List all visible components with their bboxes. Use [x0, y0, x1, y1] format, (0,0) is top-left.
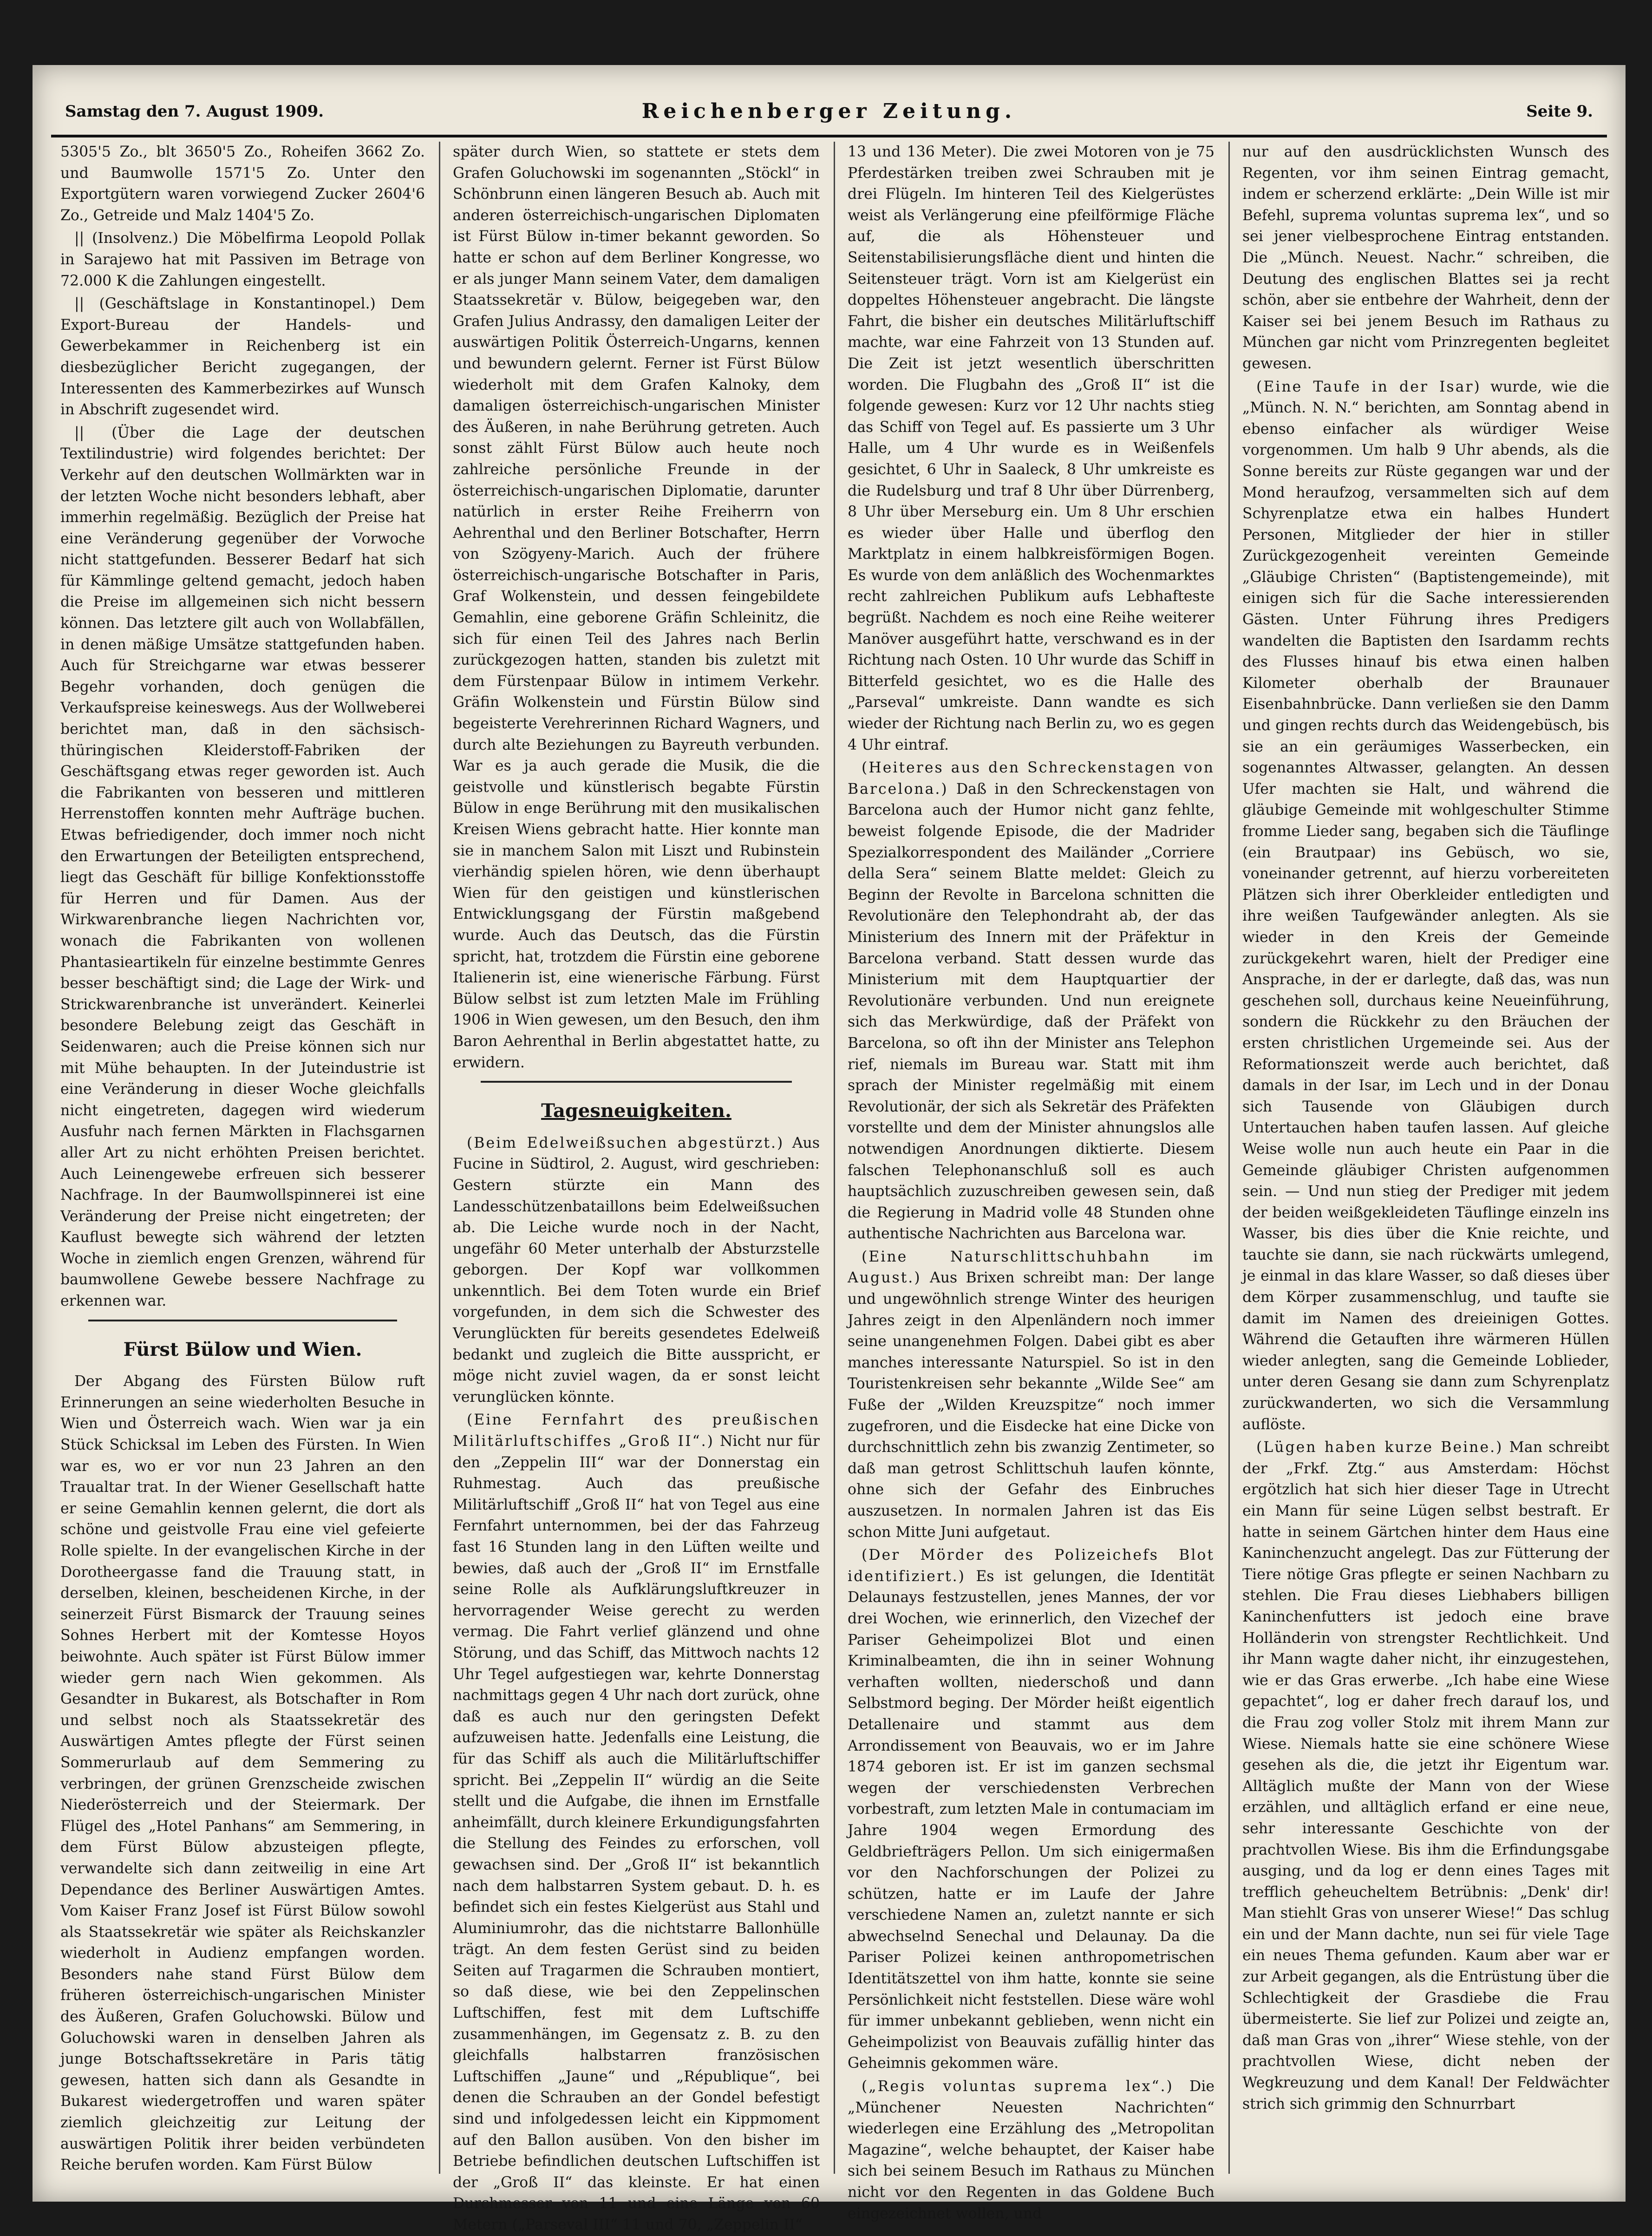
item-lead: (Beim Edelweißsuchen abgestürzt.): [467, 1134, 784, 1151]
item-body: Aus Brixen schreibt man: Der lange und ungewöhnlich strenge Winter des heurigen Jahres zeigt in den Alpenländern noch immer seine unangenehmen Folgen. Dabei gibt es aber manches interessante Naturspiel. So ist in den Touristenkreisen sehr bekannte „Wilde See“ am Fuße der „Wilden Kreuzspitze“ noch immer zugefroren, und die Eisdecke hat eine Dicke von durchschnittlich zehn bis zwanzig Zentimeter, so daß man getrost Schlittschuh laufen könnte, ohne sich der Gefahr des Einbruches auszusetzen. In normalen Jahren ist das Eis schon Mitte Juni aufgetaut.: [848, 1269, 1215, 1541]
paragraph: [848, 2076, 1215, 2224]
paragraph: [848, 1545, 1215, 2074]
section-heading: Fürst Bülow und Wien.: [123, 1338, 362, 1360]
paragraph: 13 und 136 Meter). Die zwei Motoren von je 75 Pferdestärken treiben zwei Schrauben mit je drei Flügeln. Im hinteren Teil des Kielgerüstes weist als Verlängerung eine pfeilförmige Fläche auf, die als Höhensteuer und Seitenstabilisierungsfläche dient und hinten die Seitensteuer trägt. Vorn ist am Kielgerüst ein doppeltes Höhensteuer angebracht. Die längste Fahrt, die bisher ein deutsches Militärluftschiff machte, war eine Fahrzeit von 13 Stunden auf. Die Zeit ist jetzt wesentlich überschritten worden. Die Flugbahn des „Groß II“ ist die folgende gewesen: Kurz vor 12 Uhr nachts stieg das Schiff von Tegel auf. Es passierte um 3 Uhr Halle, um 4 Uhr wurde es in Weißenfels gesichtet, 6 Uhr in Saaleck, 8 Uhr umkreiste es die Rudelsburg und traf 8 Uhr über Dürrenberg, 8 Uhr über Merseburg ein. Um 8 Uhr erschien es wieder über Halle und überflog den Marktplatz in einem halbkreisförmigen Bogen. Es wurde von dem anläßlich des Wochenmarktes recht zahlreichen Publikum aufs Lebhafteste begrüßt. Nachdem es noch eine Reihe weiterer Manöver ausgeführt hatte, verschwand es in der Richtung nach Osten. 10 Uhr wurde das Schiff in Bitterfeld gesichtet, wo es die Halle des „Parseval“ umkreiste. Dann wandte es sich wieder der Richtung nach Berlin zu, wo es gegen 4 Uhr eintraf.: [848, 144, 1215, 753]
item-body: Es ist gelungen, die Identität Delaunays festzustellen, jenes Mannes, der vor drei Wochen, wie erinnerlich, den Vizechef der Pariser Geheimpolizei Blot und einen Kriminalbeamten, die ihn in seiner Wohnung verhaften wollten, niederschoß und dann Selbstmord beging. Der Mörder heißt eigentlich Detallenaire und stammt aus dem Arrondissement von Beauvais, wo er im Jahre 1874 geboren ist. Er ist im ganzen sechsmal wegen der verschiedensten Verbrechen vorbestraft, zum letzten Male in contumaciam im Jahre 1904 wegen Ermordung des Geldbriefträgers Pellon. Um sich einigermaßen vor den Nachforschungen der Polizei zu schützen, hatte er im Laufe der Jahre verschiedene Namen an, zuletzt nannte er sich abwechselnd Senechal und Delaunay. Da die Pariser Polizei keinen anthropometrischen Identitätszettel von ihm hatte, konnte sie seine Persönlichkeit nicht feststellen. Diese wäre wohl für immer unbekannt geblieben, wenn nicht ein Geheimpolizist von Beauvais zufällig hinter das Geheimnis gekommen wäre.: [848, 1568, 1215, 2072]
column-1: [60, 142, 425, 2183]
paragraph: || (Insolvenz.) Die Möbelfirma Leopold Pollak in Sarajewo hat mit Passiven im Betrage von 72.000 K die Zahlungen eingestellt.: [60, 230, 425, 289]
item-body: Daß in den Schreckenstagen von Barcelona auch der Humor nicht ganz fehlte, beweist folgende Episode, die der Madrider Spezialkorrespondent des Mailänder „Corriere della Sera“ seinem Blatte meldet: Gleich zu Beginn der Revolte in Barcelona schnitten die Revolutionäre den Telephondraht ab, der das Ministerium des Innern mit der Präfektur in Barcelona verband. Statt dessen wurde das Ministerium mit dem Hauptquartier der Revolutionäre verbunden. Und nun ereignete sich das Merkwürdige, daß der Präfekt von Barcelona, so oft ihn der Minister ans Telephon rief, niemals im Bureau war. Statt mit ihm sprach der Minister regelmäßig mit einem Revolutionär, der sich als Sekretär des Präfekten vorstellte und dem der Minister ahnungslos alle notwendigen Anordnungen diktierte. Diesem falschen Telephonanschluß soll es auch hauptsächlich zuzuschreiben gewesen sein, daß die Regierung in Madrid volle 48 Stunden ohne authentische Nachrichten aus Barcelona war.: [848, 780, 1215, 1242]
masthead: Reichenberger Zeitung.: [641, 99, 1017, 123]
separator-rule: [481, 1081, 792, 1083]
item-lead: (Eine Naturschlittschuhbahn im August.): [848, 1248, 1215, 1287]
page-number: Seite 9.: [1526, 102, 1593, 121]
header-date: Samstag den 7. August 1909.: [65, 102, 324, 121]
paragraph: [1242, 1437, 1609, 2115]
item-body: Man schreibt der „Frkf. Ztg.“ aus Amsterdam: Höchst ergötzlich hat sich hier dieser Tage in Utrecht ein Mann für seine Lügen selbst bestraft. Er hatte in seinem Gärtchen hinter dem Haus eine Kaninchenzucht angelegt. Das zur Fütterung der Tiere nötige Gras pflegte er seinen Nachbarn zu stehlen. Die Frau dieses Liebhabers billigen Kaninchenfutters ist jedoch eine brave Holländerin von strengster Rechtlichkeit. Und ihr Mann wagte daher nicht, ihr einzugestehen, wie er das Gras erwerbe. „Ich habe eine Wiese gepachtet“, log er daher frech darauf los, und die Frau zog voller Stolz mit ihrem Mann zur Wiese. Niemals hatte sie eine schönere Wiese gesehen als die, die jetzt ihr Eigentum war. Alltäglich mußte der Mann von der Wiese erzählen, und alltäglich erfand er eine neue, sehr interessante Geschichte von der prachtvollen Wiese. Bis ihm die Erfindungsgabe ausging, und da log er denn eines Tages mit trefflich geheucheltem Betrübnis: „Denk' dir! Man stiehlt Gras von unserer Wiese!“ Das schlug ein und der Mann dachte, nun sei für viele Tage ein neues Thema gefunden. Kaum aber war er zur Arbeit gegangen, als die Entrüstung über die Schlechtigkeit der Grasdiebe die Frau übermeisterte. Sie lief zur Polizei und zeigte an, daß man Gras von „ihrer“ Wiese stehle, von der prachtvollen Wiese, dicht neben der Wegkreuzung und dem Kanal! Der Feldwächter strich sich grimmig den Schnurrbart: [1242, 1439, 1609, 2112]
item-lead: („Regis voluntas suprema lex“.): [862, 2078, 1174, 2095]
paragraph: [848, 1247, 1215, 1543]
paragraph: nur auf den ausdrücklichsten Wunsch des Regenten, vor ihm seinen Eintrag gemacht, indem er scherzend erklärte: „Dein Wille ist mir Befehl, suprema voluntas suprema lex“, und so sei jener vielbesprochene Eintrag entstanden. Die „Münch. Neuest. Nachr.“ schreiben, die Deutung des englischen Blattes sei ja recht schön, aber sie entbehre der Wahrheit, denn der Kaiser sei bei jenem Besuch im Rathaus zu München gar nicht vom Prinzregenten begleitet gewesen.: [1242, 144, 1609, 372]
newspaper-page: [33, 65, 1626, 2233]
item-lead: (Eine Fernfahrt des preußischen Militärluftschiffes „Groß II“.): [453, 1412, 820, 1450]
separator-rule: [88, 1320, 397, 1321]
paragraph: || (Geschäftslage in Konstantinopel.) Dem Export-Bureau der Handels- und Gewerbekammer in Reichenberg ist ein diesbezüglicher Bericht zugegangen, der Interessenten des Kammerbezirkes auf Wunsch in Abschrift zugesendet wird.: [60, 295, 425, 418]
paragraph: Der Abgang des Fürsten Bülow ruft Erinnerungen an seine wiederholten Besuche in Wien und Österreich wach. Wien war ja ein Stück Schicksal im Leben des Fürsten. In Wien war es, wo er vor nun 23 Jahren an den Traualtar trat. In der Wiener Gesellschaft hatte er seine Gemahlin kennen gelernt, die dort als schöne und geistvolle Frau eine viel gefeierte Rolle spielte. In der evangelischen Kirche in der Dorotheergasse fand die Trauung statt, in derselben, kleinen, bescheidenen Kirche, in der seinerzeit Fürst Bismarck der Trauung seines Sohnes Herbert mit der Komtesse Hoyos beiwohnte. Auch später ist Fürst Bülow immer wieder gern nach Wien gekommen. Als Gesandter in Bukarest, als Botschafter in Rom und selbst noch als Staatssekretär des Auswärtigen Amtes pflegte der Fürst seinen Sommerurlaub auf dem Semmering zu verbringen, der grünen Grenzscheide zwischen Niederösterreich und der Steiermark. Der Flügel des „Hotel Panhans“ am Semmering, in dem Fürst Bülow abzusteigen pflegte, verwandelte sich dann zeitweilig in eine Art Dependance des Berliner Auswärtigen Amtes. Vom Kaiser Franz Josef ist Fürst Bülow sowohl als Staatssekretär wie später als Reichskanzler wiederholt in Audienz empfangen worden. Besonders nahe stand Fürst Bülow dem früheren österreichisch-ungarischen Minister des Äußeren, Grafen Goluchowski. Bülow und Goluchowski waren in denselben Jahren als junge Botschaftssekretäre in Paris tätig gewesen, hatten sich dann als Gesandte in Bukarest wiedergetroffen und waren später ziemlich gleichzeitig zur Leitung der auswärtigen Politik ihrer beiden verbündeten Reiche berufen worden. Kam Fürst Bülow: [60, 1373, 425, 2174]
paragraph: [1242, 377, 1609, 1436]
page-header: [51, 93, 1607, 137]
item-body: wurde, wie die „Münch. N. N.“ berichten, am Sonntag abend in ebenso einfacher als würdiger Weise vorgenommen. Um halb 9 Uhr abends, als die Sonne bereits zur Rüste gegangen war und der Mond heraufzog, versammelten sich auf dem Schyrenplatze etwa ein halbes Hundert Personen, Mitglieder der hier in stiller Zurückgezogenheit vereinten Gemeinde „Gläubige Christen“ (Baptistengemeinde), mit einigen sich für die Sache interessierenden Gästen. Unter Führung ihres Predigers wandelten die Baptisten den Isardamm rechts des Flusses hinauf bis etwa einen halben Kilometer oberhalb der Braunauer Eisenbahnbrücke. Dann verließen sie den Damm und gingen rechts durch das Weidengebüsch, bis sie an ein geräumiges Wasserbecken, ein sogenanntes Altwasser, gelangten. An dessen Ufer machten sie Halt, und während die gläubige Gemeinde mit wohlgeschulter Stimme fromme Lieder sang, begaben sich die Täuflinge (ein Brautpaar) ins Gebüsch, wo sie, voneinander getrennt, auf hierzu vorbereiteten Plätzen sich ihrer Oberkleider entledigten und ihre weißen Taufgewänder anlegten. Als sie wieder in den Kreis der Gemeinde zurückgekehrt waren, hielt der Prediger eine Ansprache, in der er darlegte, daß das, was nun geschehen soll, durchaus keine Neueinführung, sondern die Rückkehr zu den Bräuchen der ersten christlichen Urgemeinde sei. Aus der Reformationszeit werde auch berichtet, daß damals in der Isar, im Lech und in der Donau sich Tausende von Gläubigen durch Untertauchen haben taufen lassen. Auf gleiche Weise wolle nun auch heute ein Paar in die Gemeinde gläubiger Christen aufgenommen sein. — Und nun stieg der Prediger mit jedem der beiden weißgekleideten Täuflinge einzeln ins Wasser, bis dies über die Knie reichte, und tauchte sie dann, sie nach rückwärts umlegend, je einmal in das klare Wasser, so daß dieses über dem Körper zusammenschlug, und taufte sie damit im Namen des dreieinigen Gottes. Während die Getauften ihre wärmeren Hüllen wieder anlegten, sang die Gemeinde Loblieder, unter deren Gesang sie dann zum Schyrenplatz zurückwanderten, wo sich die Versammlung auflöste.: [1242, 378, 1609, 1433]
section-heading: Tagesneuigkeiten.: [541, 1100, 731, 1122]
paragraph: || (Über die Lage der deutschen Textilindustrie) wird folgendes berichtet: Der Verkehr auf den deutschen Wollmärkten war in der letzten Woche nicht besonders lebhaft, aber immerhin regelmäßig. Bezüglich der Preise hat eine Veränderung gegenüber der Vorwoche nicht stattgefunden. Besserer Bedarf hat sich für Kämmlinge geltend gemacht, jedoch haben die Preise im allgemeinen sich nicht bessern können. Das letztere gilt auch von Wollabfällen, in denen mäßige Umsätze stattgefunden haben. Auch für Streichgarne war etwas besserer Begehr vorhanden, doch genügen die Verkaufspreise keineswegs. Aus der Wollweberei berichtet man, daß in den sächsisch-thüringischen Kleiderstoff-Fabriken der Geschäftsgang etwas reger geworden ist. Auch die Fabrikanten von besseren und mittleren Herrenstoffen konnten mehr Aufträge buchen. Etwas befriedigender, doch immer noch nicht den Erwartungen der Beteiligten entsprechend, liegt das Geschäft für billige Konfektionsstoffe für Herren und für Damen. Aus der Wirkwarenbranche liegen Nachrichten vor, wonach die Fabrikanten von wollenen Phantasieartikeln für einzelne bestimmte Genres besser beschäftigt sind; die Lage der Wirk- und Strickwarenbranche ist unverändert. Keinerlei besondere Belebung zeigt das Geschäft in Seidenwaren; auch die Preise können sich nur mit Mühe behaupten. In der Juteindustrie ist eine Veränderung in dieser Woche gleichfalls nicht eingetreten, dagegen wird wiederum Ausfuhr nach fernen Märkten in Flachsgarnen aller Art zu nicht erhöhten Preisen berichtet. Auch Leinengewebe erfreuen sich besserer Nachfrage. In der Baumwollspinnerei ist eine Veränderung der Preise nicht eingetreten; der Kauflust bewegte sich während der letzten Woche in ziemlich engen Grenzen, während für baumwollene Gewebe bessere Nachfrage zu erkennen war.: [60, 424, 425, 1310]
item-lead: (Heiteres aus den Schreckenstagen von Barcelona.): [848, 759, 1215, 798]
column-4: [1242, 142, 1609, 2183]
paragraph: [453, 1410, 820, 2236]
column-divider: [1228, 142, 1230, 2174]
paragraph: später durch Wien, so stattete er stets dem Grafen Goluchowski im sogenannten „Stöckl“ in Schönbrunn einen längeren Besuch ab. Auch mit anderen österreichisch-ungarischen Diplomaten ist Fürst Bülow in-timer bekannt geworden. So hatte er schon auf dem Berliner Kongresse, wo er als junger Mann seinem Vater, dem damaligen Staatssekretär v. Bülow, beigegeben war, den Grafen Julius Andrassy, den damaligen Leiter der auswärtigen Politik Österreich-Ungarns, kennen und bewundern gelernt. Ferner ist Fürst Bülow wiederholt mit dem Grafen Kalnoky, dem damaligen österreichisch-ungarischen Minister des Äußeren, in nahe Berührung getreten. Auch sonst zählt Fürst Bülow auch heute noch zahlreiche persönliche Freunde in der österreichisch-ungarischen Diplomatie, darunter natürlich in erster Reihe Freiherrn von Aehrenthal und den Berliner Botschafter, Herrn von Szögyeny-Marich. Auch der frühere österreichisch-ungarische Botschafter in Paris, Graf Wolkenstein, und dessen feingebildete Gemahlin, eine geborene Gräfin Schleinitz, die sich für einen Teil des Jahres nach Berlin zurückgezogen hatten, standen bis zuletzt mit dem Fürstenpaar Bülow in intimem Verkehr. Gräfin Wolkenstein und Fürstin Bülow sind begeisterte Verehrerinnen Richard Wagners, und durch alte Beziehungen zu Bayreuth verbunden. War es ja auch gerade die Musik, die die geistvolle und künstlerisch begabte Fürstin Bülow in enge Berührung mit den musikalischen Kreisen Wiens gebracht hatte. Hier konnte man sie in manchem Salon mit Liszt und Rubinstein vierhändig spielen hören, wie denn überhaupt Wien für den geistigen und künstlerischen Entwicklungsgang der Fürstin maßgebend wurde. Auch das Deutsch, das die Fürstin spricht, hat, trotzdem die Fürstin eine geborene Italienerin ist, eine wienerische Färbung. Fürst Bülow selbst ist zum letzten Male im Frühling 1906 in Wien gewesen, um den Besuch, den ihm Baron Aehrenthal in Berlin abgestattet hatte, zu erwidern.: [453, 144, 820, 1071]
column-divider: [439, 142, 440, 2174]
item-lead: (Der Mörder des Polizeichefs Blot identifiziert.): [848, 1547, 1215, 1585]
column-2: [453, 142, 820, 2233]
item-body: Aus Fucine in Südtirol, 2. August, wird geschrieben: Gestern stürzte ein Mann des Landesschützenbataillons beim Edelweißsuchen ab. Die Leiche wurde noch in der Nacht, ungefähr 60 Meter unterhalb der Absturzstelle geborgen. Der Kopf war vollkommen unkenntlich. Bei dem Toten wurde ein Brief vorgefunden, in dem sich die Schwester des Verunglückten für bereits gesendetes Edelweiß bedankt und zugleich die Bitte ausspricht, er möge nicht zuviel wagen, da er sonst leicht verunglücken könnte.: [453, 1134, 820, 1406]
column-divider: [834, 142, 835, 2174]
item-lead: (Eine Taufe in der Isar): [1256, 378, 1481, 395]
paragraph: 5305'5 Zo., blt 3650'5 Zo., Roheifen 3662 Zo. und Baumwolle 1571'5 Zo. Unter den Exportgütern waren vorwiegend Zucker 2604'6 Zo., Getreide und Malz 1404'5 Zo.: [60, 144, 425, 224]
column-3: [848, 142, 1215, 2222]
item-lead: (Lügen haben kurze Beine.): [1256, 1439, 1503, 1456]
item-body: Die „Münchener Neuesten Nachrichten“ wiederlegen eine Erzählung des „Metropolitan Magazine“, welche behauptet, der Kaiser habe sich bei seinem Besuch im Rathaus zu München nicht vor den Regenten in das Goldene Buch eingezeichnet wollen, und: [848, 2078, 1215, 2222]
item-body: Nicht nur für den „Zeppelin III“ war der Donnerstag ein Ruhmestag. Auch das preußische Militärluftschiff „Groß II“ hat von Tegel aus eine Fernfahrt unternommen, bei der das Fahrzeug fast 16 Stunden lang in den Lüften weilte und bewies, daß auch der „Groß II“ im Ernstfalle seine Rolle als Aufklärungsluftkreuzer in hervorragender Weise gerecht zu werden vermag. Die Fahrt verlief glänzend und ohne Störung, und das Schiff, das Mittwoch nachts 12 Uhr Tegel aufgestiegen war, kehrte Donnerstag nachmittags gegen 4 Uhr nach dort zurück, ohne daß es auch nur den geringsten Defekt aufzuweisen hatte. Jedenfalls eine Leistung, die für das Schiff als auch die Militärluftschiffer spricht. Bei „Zeppelin II“ würdig an die Seite stellt und die Aufgabe, die ihnen im Ernstfalle anheimfällt, durch kleinere Erkundigungsfahrten die Stellung des Feindes zu erforschen, voll gewachsen sind. Der „Groß II“ ist bekanntlich nach dem halbstarren System gebaut. D. h. es befindet sich ein festes Kielgerüst aus Stahl und Aluminiumrohr, das die nichtstarre Ballonhülle trägt. An dem festen Gerüst sind zu beiden Seiten auf Tragarmen die Schrauben montiert, so daß diese, wie bei den Zeppelinschen Luftschiffen, fest mit dem Luftschiffe zusammenhängen, im Gegensatz z. B. zu den gleichfalls halbstarren französischen Luftschiffen „Jaune“ und „République“, bei denen die Schrauben an der Gondel befestigt sind und infolgedessen leicht ein Kippmoment auf den Ballon ausüben. Von den bisher im Betriebe befindlichen deutschen Luftschiffen ist der „Groß II“ das kleinste. Er hat einen Durchmesser von 11 und eine Länge von 60 Metern („Parseval III“ 11 und 70, „Zeppelin II“: [453, 1433, 820, 2233]
paragraph: [453, 1133, 820, 1408]
paragraph: [848, 758, 1215, 1245]
